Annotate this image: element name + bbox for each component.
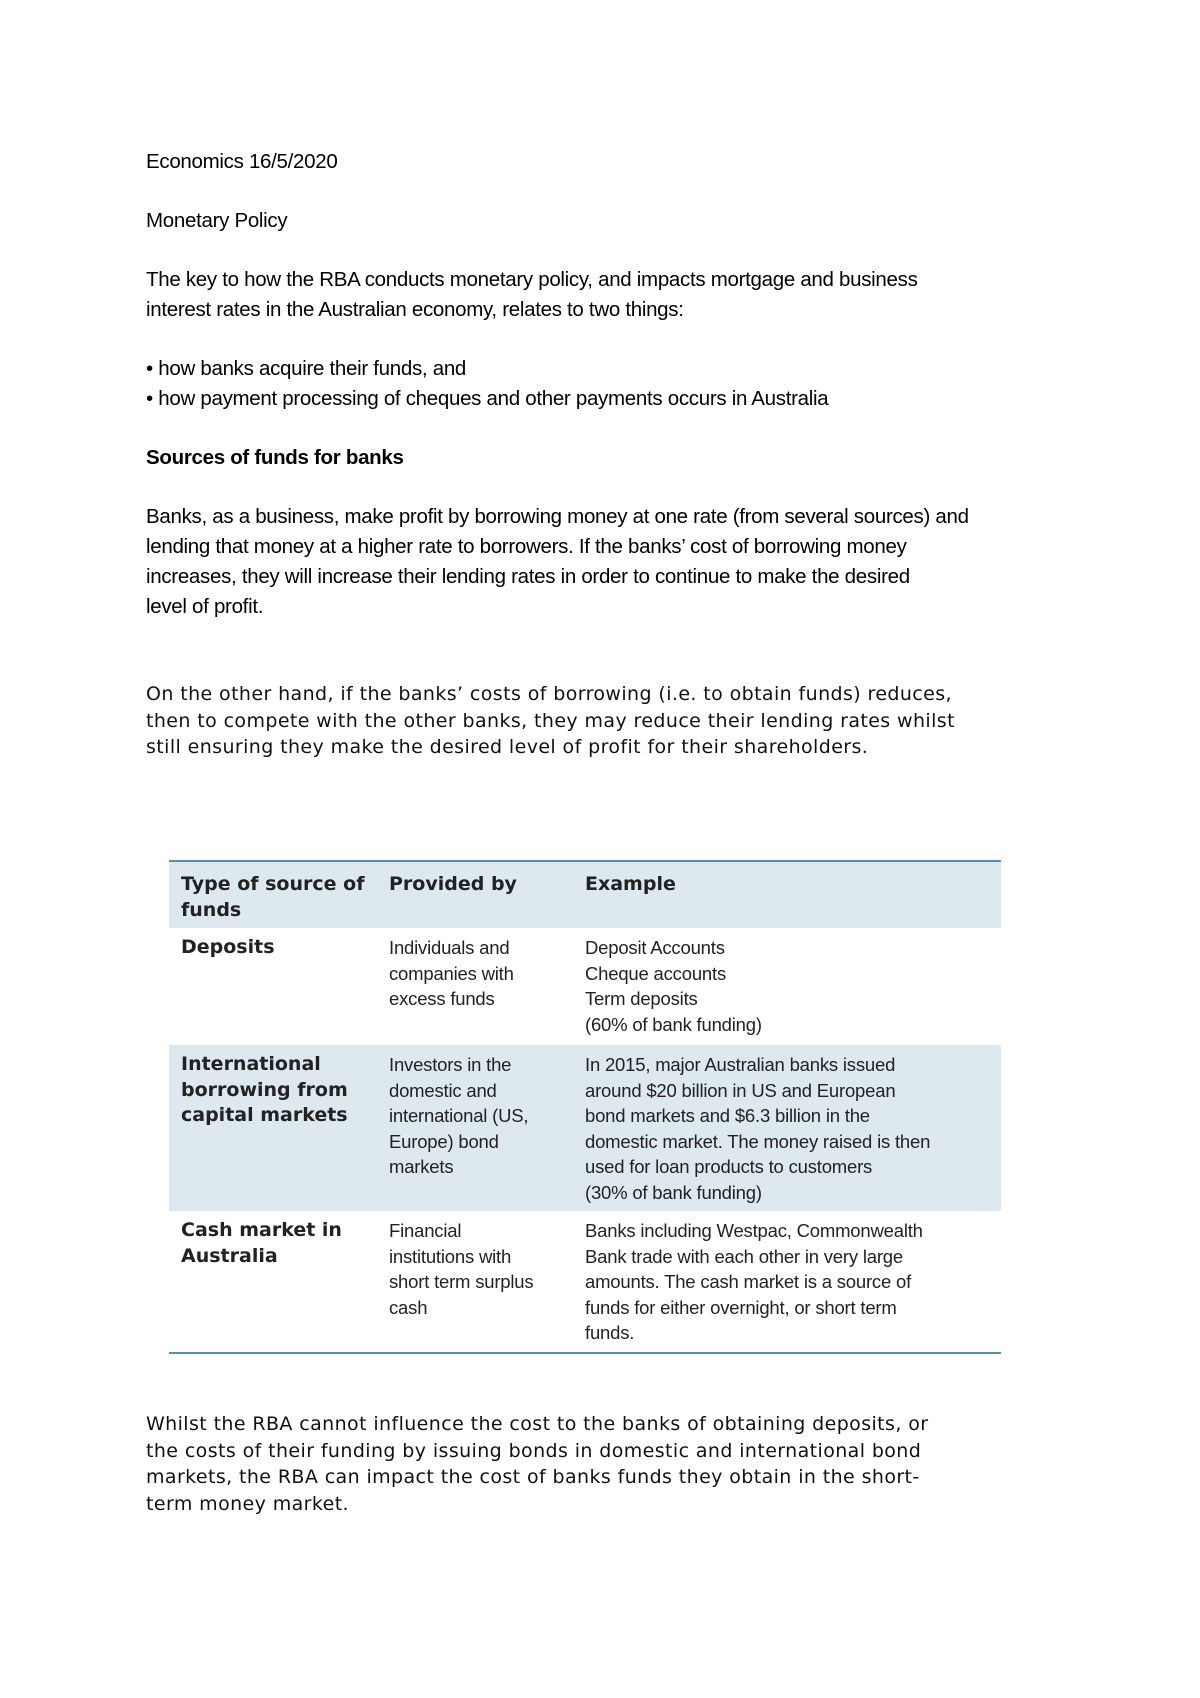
table-row (169, 1045, 1001, 1211)
paragraph-line: Banks, as a business, make profit by borrowing money at one rate (from several sources) and (146, 505, 969, 528)
sources-of-funds-table (169, 860, 1001, 1354)
paragraph-line: the costs of their funding by issuing bonds in domestic and international bond (146, 1439, 922, 1462)
type-cell: Cash market in Australia (181, 1219, 342, 1267)
example-cell: Banks including Westpac, Commonwealth Bank trade with each other in very large amounts. The cash market is a source of funds for either overnight, or short term funds. (585, 1220, 923, 1343)
type-cell: International borrowing from capital markets (181, 1053, 348, 1126)
section-heading: Sources of funds for banks (146, 446, 404, 469)
paragraph-line: On the other hand, if the banks’ costs of borrowing (i.e. to obtain funds) reduces, (146, 683, 952, 705)
example-cell: Deposit Accounts Cheque accounts Term deposits (60% of bank funding) (585, 937, 762, 1035)
paragraph-line: Whilst the RBA cannot influence the cost to the banks of obtaining deposits, or (146, 1413, 929, 1435)
intro-paragraph (146, 265, 918, 325)
paragraph-1 (146, 502, 969, 622)
type-cell: Deposits (181, 936, 275, 958)
document-header: Economics 16/5/2020 (146, 150, 338, 173)
bullet-list (146, 354, 828, 414)
paragraph-line: still ensuring they make the desired level of profit for their shareholders. (146, 736, 869, 758)
paragraph-line: increases, they will increase their lending rates in order to continue to make the desired (146, 565, 910, 588)
paragraph-2 (146, 681, 955, 761)
paragraph-line: then to compete with the other banks, they may reduce their lending rates whilst (146, 709, 955, 732)
example-cell: In 2015, major Australian banks issued around $20 billion in US and European bond markets and $6.3 billion in the domestic market. The money raised is then used for loan products to customers (30% of bank funding) (585, 1054, 931, 1203)
header-cell-provided-by: Provided by (389, 873, 517, 895)
table-row (169, 928, 1001, 1045)
table-header-row (169, 860, 1001, 928)
intro-line: The key to how the RBA conducts monetary policy, and impacts mortgage and business (146, 268, 918, 291)
table-row (169, 1211, 1001, 1354)
header-cell-example: Example (585, 873, 676, 895)
topic-title: Monetary Policy (146, 209, 288, 232)
paragraph-line: term money market. (146, 1492, 349, 1515)
provided-by-cell: Financial institutions with short term surplus cash (389, 1220, 534, 1318)
paragraph-line: markets, the RBA can impact the cost of banks funds they obtain in the short- (146, 1466, 920, 1488)
provided-by-cell: Individuals and companies with excess funds (389, 937, 514, 1009)
bullet-item: • how banks acquire their funds, and (146, 357, 467, 380)
paragraph-3 (146, 1411, 928, 1517)
header-cell-type: Type of source of funds (181, 873, 365, 921)
bullet-item: • how payment processing of cheques and other payments occurs in Australia (146, 387, 829, 410)
paragraph-line: lending that money at a higher rate to borrowers. If the banks’ cost of borrowing money (146, 535, 907, 558)
intro-line: interest rates in the Australian economy, relates to two things: (146, 298, 684, 321)
paragraph-line: level of profit. (146, 595, 264, 618)
provided-by-cell: Investors in the domestic and international (US, Europe) bond markets (389, 1054, 529, 1177)
